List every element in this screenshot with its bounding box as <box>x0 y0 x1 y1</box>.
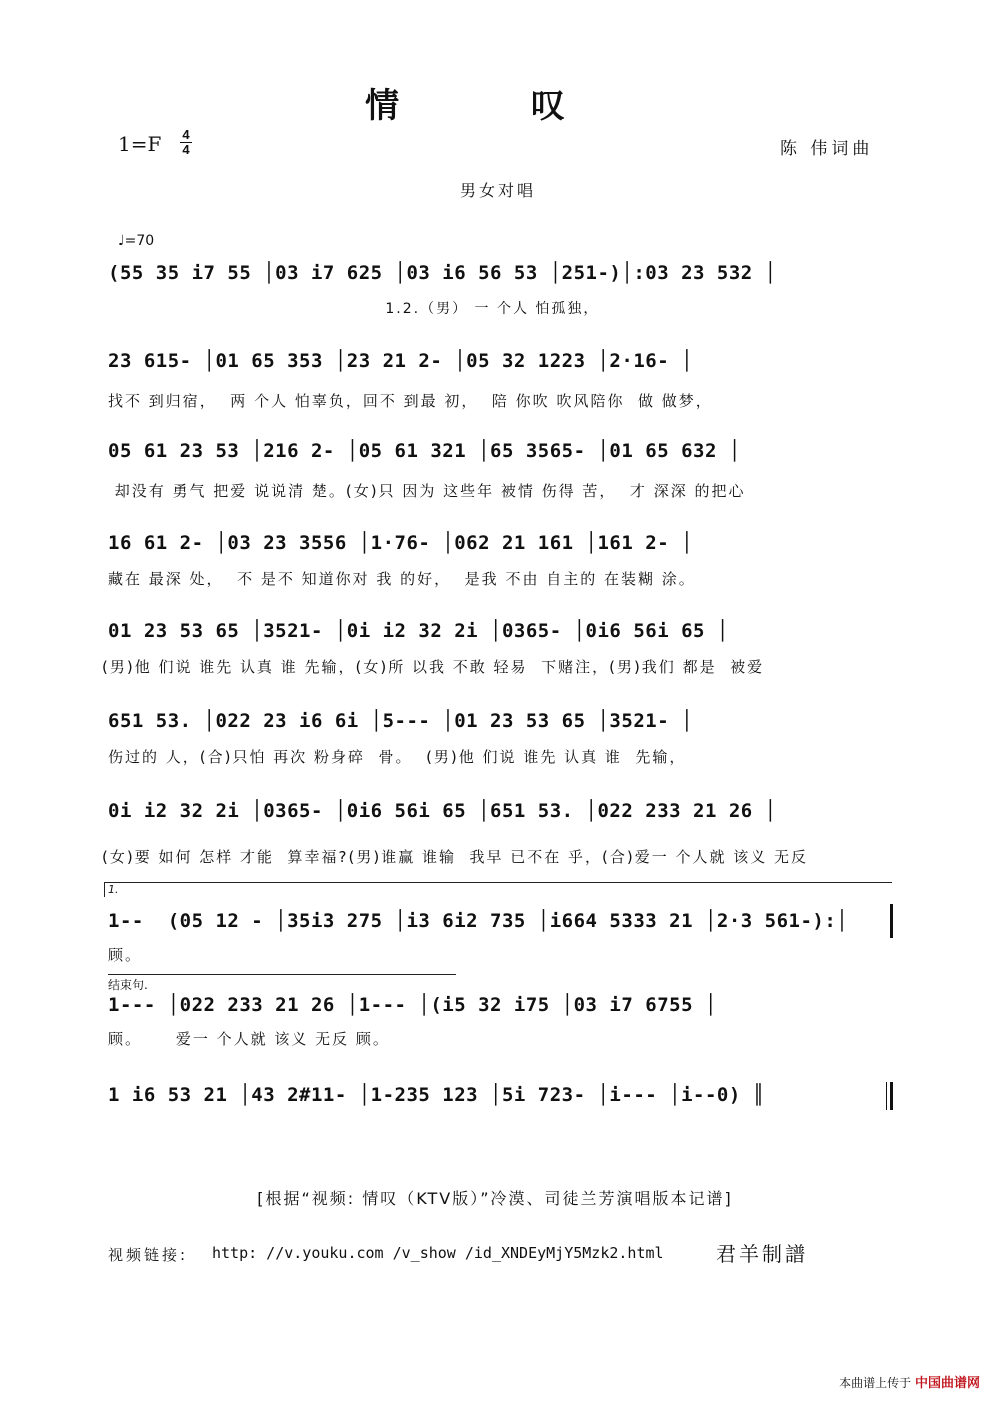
notation-row-6: 651 53. │022 23 i6 6i │5--- │01 23 53 65 │3521- │ <box>108 710 694 732</box>
author-credit: 陈 伟词曲 <box>780 139 874 159</box>
lyrics-row-1: 1.2.（男） 一 个人 怕孤独， <box>108 301 600 317</box>
first-ending-bracket: 1. <box>104 882 892 897</box>
notation-row-9: 1--- │022 233 21 26 │1--- │(i5 32 i75 │03 i7 6755 │ <box>108 994 717 1016</box>
ending-label: 结束句. <box>108 974 456 993</box>
lyrics-row-2: 找不 到归宿， 两 个人 怕辜负，回不 到最 初， 陪 你吹 吹风陪你 做 做梦， <box>108 392 713 410</box>
notation-row-10: 1 i6 53 21 │43 2#11- │1-235 123 │5i 723- │i--- │i--0) ║ <box>108 1084 765 1106</box>
footer-text: 本曲谱上传于 <box>839 1376 912 1390</box>
notation-row-8: 1-- (05 12 - │35i3 275 │i3 6i2 735 │i664 5333 21 │2·3 561-):│ <box>108 910 849 932</box>
lyrics-row-6: 伤过的 人，(合)只怕 再次 粉身碎 骨。 (男)他 们说 谁先 认真 谁 先输， <box>108 748 687 766</box>
video-link-url[interactable]: http: //v.youku.com /v_show /id_XNDEyMjY5Mzk2.html <box>212 1244 664 1262</box>
lyrics-row-8: 顾。 <box>108 946 143 964</box>
footer-watermark <box>839 1372 980 1391</box>
time-signature <box>180 128 192 157</box>
video-link-label: 视频链接: <box>108 1246 189 1264</box>
lyrics-row-3: 却没有 勇气 把爱 说说清 楚。(女)只 因为 这些年 被情 伤得 苦， 才 深深 的把心 <box>108 482 746 500</box>
repeat-end-barline <box>890 904 893 938</box>
tempo-marking: ♩=70 <box>118 233 155 249</box>
subtitle: 男女对唱 <box>460 181 537 200</box>
time-signature-top: 4 <box>182 127 190 142</box>
notation-row-2: 23 615- │01 65 353 │23 21 2- │05 32 1223 │2·16- │ <box>108 350 694 372</box>
footer-site-logo[interactable]: 中国曲谱网 <box>914 1376 980 1391</box>
transcriber-signature: 君羊制譜 <box>716 1242 808 1266</box>
time-signature-bottom: 4 <box>182 142 190 157</box>
notation-row-3: 05 61 23 53 │216 2- │05 61 321 │65 3565- │01 65 632 │ <box>108 440 741 462</box>
notation-row-1: (55 35 i7 55 │03 i7 625 │03 i6 56 53 │251-)│:03 23 532 │ <box>108 262 777 284</box>
source-note: [根据“视频: 情叹（KTV版）”冷漠、司徒兰芳演唱版本记谱] <box>257 1189 733 1208</box>
notation-row-5: 01 23 53 65 │3521- │0i i2 32 2i │0365- │0i6 56i 65 │ <box>108 620 729 642</box>
notation-row-7: 0i i2 32 2i │0365- │0i6 56i 65 │651 53. │022 233 21 26 │ <box>108 800 777 822</box>
lyrics-row-5: (男)他 们说 谁先 认真 谁 先输，(女)所 以我 不敢 轻易 下赌注，(男)我们 都是 被爱 <box>102 658 765 676</box>
lyrics-row-9: 顾。 爱一 个人就 该义 无反 顾。 <box>108 1030 390 1048</box>
notation-row-4: 16 61 2- │03 23 3556 │1·76- │062 21 161 │161 2- │ <box>108 532 694 554</box>
final-thick-barline <box>890 1082 893 1110</box>
final-thin-barline <box>886 1082 887 1110</box>
song-title: 情 叹 <box>365 86 625 126</box>
lyrics-row-7: (女)要 如何 怎样 才能 算幸福?(男)谁赢 谁输 我早 已不在 乎，(合)爱一 个人就 该义 无反 <box>102 848 809 866</box>
key-signature: 1=F <box>118 132 162 156</box>
lyrics-row-4: 藏在 最深 处， 不 是不 知道你对 我 的好， 是我 不由 自主的 在装糊 涂。 <box>108 570 696 588</box>
